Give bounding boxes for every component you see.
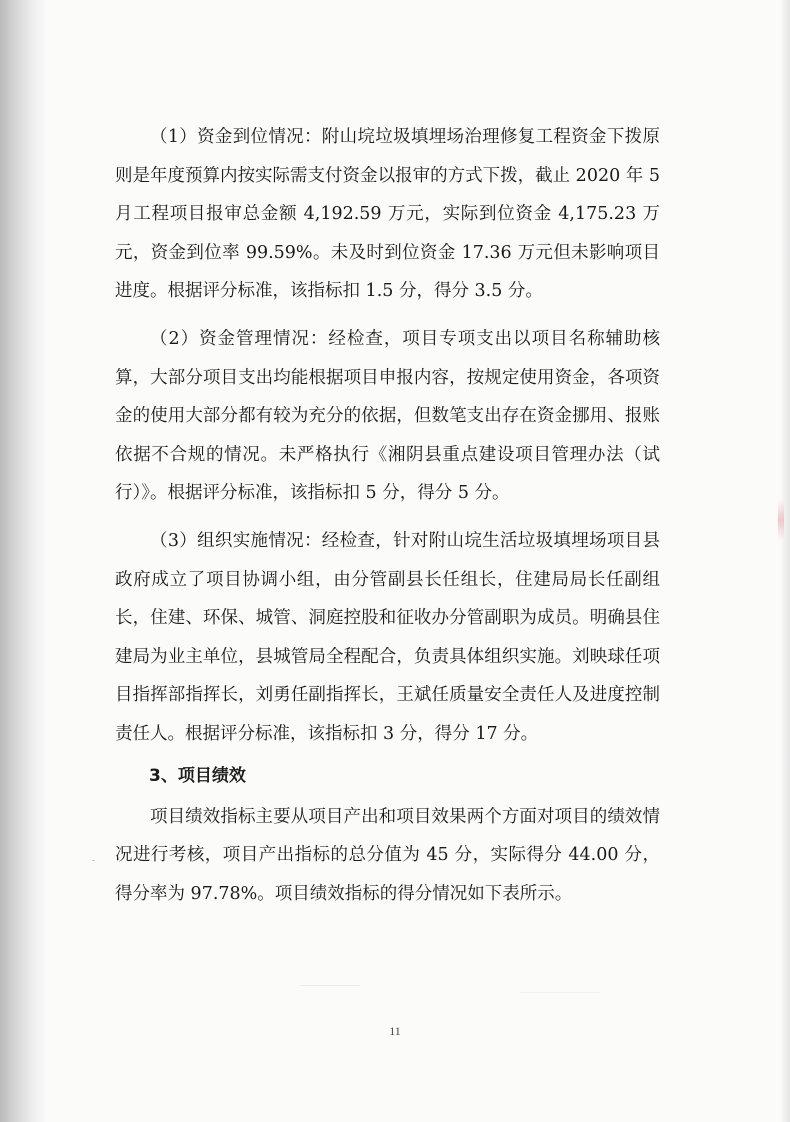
red-stamp-trace xyxy=(778,500,784,540)
scan-speck xyxy=(300,985,360,986)
document-body xyxy=(115,118,660,922)
paragraph-fund-management: （2）资金管理情况：经检查，项目专项支出以项目名称辅助核算，大部分项目支出均能根据项目申报内容，按规定使用资金，各项资金的使用大部分都有较为充分的依据，但数笔支出存在资金挪用、报账依据不合规的情况。未严格执行《湘阴县重点建设项目管理办法（试行）》。根据评分标准，该指标扣 5 分，得分 5 分。 xyxy=(115,328,660,504)
section-heading: 3、项目绩效 xyxy=(149,765,246,786)
scan-speck xyxy=(92,860,95,861)
scan-speck xyxy=(520,992,600,993)
paragraph-funding-status: （1）资金到位情况：附山垸垃圾填埋场治理修复工程资金下拨原则是年度预算内按实际需支付资金以报审的方式下拨，截止 2020 年 5 月工程项目报审总金额 4,192.59 万元，实际到位资金 4,175.23 万元，资金到位率 99.59%。未及时到位资金 17.36 万元但未影响项目进度。根据评分标准，该指标扣 1.5 分，得分 3.5 分。 xyxy=(115,127,660,302)
page-number: 11 xyxy=(389,1024,401,1038)
binding-shadow xyxy=(0,0,48,1122)
page-edge-shadow xyxy=(780,0,790,1122)
paragraph-organization: （3）组织实施情况：经检查，针对附山垸生活垃圾填埋场项目县政府成立了项目协调小组，由分管副县长任组长，住建局局长任副组长，住建、环保、城管、洞庭控股和征收办分管副职为成员。明确县住建局为业主单位，县城管局全程配合，负责具体组织实施。刘映球任项目指挥部指挥长，刘勇任副指挥长，王斌任质量安全责任人及进度控制责任人。根据评分标准，该指标扣 3 分，得分 17 分。 xyxy=(115,530,660,744)
paragraph-performance: 项目绩效指标主要从项目产出和项目效果两个方面对项目的绩效情况进行考核，项目产出指标的总分值为 45 分，实际得分 44.00 分，得分率为 97.78%。项目绩效指标的得分情况如下表所示。 xyxy=(115,806,660,904)
